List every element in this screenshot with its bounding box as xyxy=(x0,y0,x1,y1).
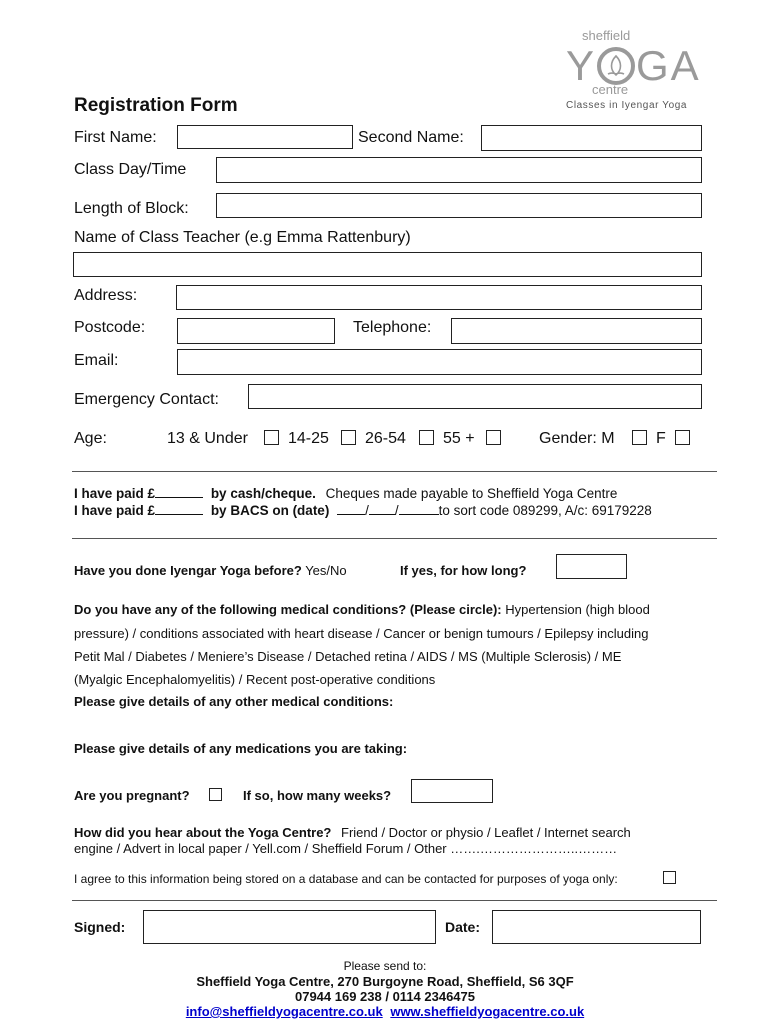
age-option-label: 14-25 xyxy=(288,430,329,447)
email-label: Email: xyxy=(74,352,119,369)
other-conditions-question: Please give details of any other medical conditions: xyxy=(74,694,394,709)
form-title: Registration Form xyxy=(74,95,238,116)
gender-label: Gender: M xyxy=(539,430,615,447)
logo-bottom-text: centre xyxy=(592,82,629,97)
class-day-time-field[interactable] xyxy=(216,157,702,183)
signature-field[interactable] xyxy=(143,910,436,944)
date-month-blank[interactable] xyxy=(369,502,395,515)
date-slash: / xyxy=(365,503,369,518)
teacher-field[interactable] xyxy=(73,252,702,277)
conditions-text: Petit Mal / Diabetes / Meniere’s Disease / Detached retina / AIDS / MS (Multiple Sclerosis) / ME xyxy=(74,649,622,664)
weeks-question: If so, how many weeks? xyxy=(243,788,392,803)
age-label: Age: xyxy=(74,430,107,447)
hear-options: Friend / Doctor or physio / Leaflet / Internet search xyxy=(341,825,631,840)
footer-address: Sheffield Yoga Centre, 270 Burgoyne Road, Sheffield, S6 3QF xyxy=(196,974,574,989)
cash-cheque-label: by cash/cheque. xyxy=(210,486,316,501)
age-26-54-checkbox[interactable] xyxy=(419,430,434,445)
send-to-text: Please send to: xyxy=(343,959,427,973)
address-field[interactable] xyxy=(176,285,702,310)
how-long-question: If yes, for how long? xyxy=(400,563,527,578)
telephone-label: Telephone: xyxy=(353,319,432,336)
conditions-row-1 xyxy=(74,602,650,617)
medications-question: Please give details of any medications you are taking: xyxy=(74,741,408,756)
date-label: Date: xyxy=(445,919,481,935)
emergency-contact-field[interactable] xyxy=(248,384,702,409)
agree-text: I agree to this information being stored on a database and can be contacted for purposes of yoga only: xyxy=(74,872,618,886)
footer-phones: 07944 169 238 / 0114 2346475 xyxy=(294,989,475,1004)
footer-links xyxy=(0,1004,770,1019)
date-day-blank[interactable] xyxy=(337,502,365,515)
divider xyxy=(72,538,717,539)
postcode-label: Postcode: xyxy=(74,319,146,336)
hear-row-1 xyxy=(74,825,631,840)
how-long-field[interactable] xyxy=(556,554,627,579)
postcode-field[interactable] xyxy=(177,318,335,344)
iyengar-before-row xyxy=(74,563,347,578)
bacs-date-label: by BACS on (date) xyxy=(210,503,330,518)
amount-blank[interactable] xyxy=(155,502,203,515)
iyengar-before-question: Have you done Iyengar Yoga before? xyxy=(74,563,302,578)
divider xyxy=(72,471,717,472)
logo-tagline: Classes in Iyengar Yoga xyxy=(566,100,688,111)
signed-label: Signed: xyxy=(74,919,126,935)
agree-checkbox[interactable] xyxy=(663,871,676,884)
amount-blank[interactable] xyxy=(155,485,203,498)
age-55-plus-checkbox[interactable] xyxy=(486,430,501,445)
payment-line-bacs xyxy=(74,502,652,518)
telephone-field[interactable] xyxy=(451,318,702,344)
gender-m-checkbox[interactable] xyxy=(632,430,647,445)
logo-top-text: sheffield xyxy=(582,28,631,43)
paid-label: I have paid £ xyxy=(74,503,156,518)
address-label: Address: xyxy=(74,287,138,304)
pregnant-checkbox[interactable] xyxy=(209,788,222,801)
second-name-label: Second Name: xyxy=(358,129,464,146)
date-field[interactable] xyxy=(492,910,701,944)
first-name-label: First Name: xyxy=(74,129,157,146)
conditions-text: (Myalgic Encephalomyelitis) / Recent post-operative conditions xyxy=(74,672,436,687)
email-link[interactable]: info@sheffieldyogacentre.co.uk xyxy=(185,1004,383,1019)
date-year-blank[interactable] xyxy=(399,502,439,515)
sort-code-text: to sort code 089299, A/c: 69179228 xyxy=(438,503,652,518)
hear-question: How did you hear about the Yoga Centre? xyxy=(74,825,332,840)
logo xyxy=(560,24,710,116)
age-option-label: 26-54 xyxy=(365,430,406,447)
emergency-contact-label: Emergency Contact: xyxy=(74,391,219,408)
age-14-25-checkbox[interactable] xyxy=(341,430,356,445)
cheque-payable-text: Cheques made payable to Sheffield Yoga Centre xyxy=(325,486,618,501)
age-option-label: 13 & Under xyxy=(167,430,248,447)
age-13-under-checkbox[interactable] xyxy=(264,430,279,445)
payment-line-cash xyxy=(74,485,617,501)
class-day-time-label: Class Day/Time xyxy=(74,161,187,178)
website-link[interactable]: www.sheffieldyogacentre.co.uk xyxy=(390,1004,585,1019)
pregnant-question: Are you pregnant? xyxy=(74,788,190,803)
email-field[interactable] xyxy=(177,349,702,375)
svg-text:Y: Y xyxy=(566,42,597,88)
date-slash: / xyxy=(394,503,399,518)
first-name-field[interactable] xyxy=(177,125,353,149)
gender-f-checkbox[interactable] xyxy=(675,430,690,445)
teacher-label: Name of Class Teacher (e.g Emma Rattenbury) xyxy=(74,229,411,246)
conditions-text: Hypertension (high blood xyxy=(505,602,650,617)
yes-no-option[interactable]: Yes/No xyxy=(305,563,347,578)
divider xyxy=(72,900,717,901)
logo-wordmark xyxy=(566,42,706,88)
conditions-question: Do you have any of the following medical conditions? (Please circle): xyxy=(74,602,502,617)
weeks-field[interactable] xyxy=(411,779,493,803)
length-of-block-field[interactable] xyxy=(216,193,702,218)
gender-f-label: F xyxy=(656,430,666,447)
hear-options: engine / Advert in local paper / Yell.com / Sheffield Forum / Other …….…………………..……… xyxy=(74,841,618,856)
age-option-label: 55 + xyxy=(443,430,475,447)
conditions-text: pressure) / conditions associated with heart disease / Cancer or benign tumours / Epilepsy including xyxy=(74,626,649,641)
second-name-field[interactable] xyxy=(481,125,702,151)
logo-main-text xyxy=(566,42,706,98)
svg-text:GA: GA xyxy=(636,42,701,88)
length-of-block-label: Length of Block: xyxy=(74,200,189,217)
paid-label: I have paid £ xyxy=(74,486,156,501)
